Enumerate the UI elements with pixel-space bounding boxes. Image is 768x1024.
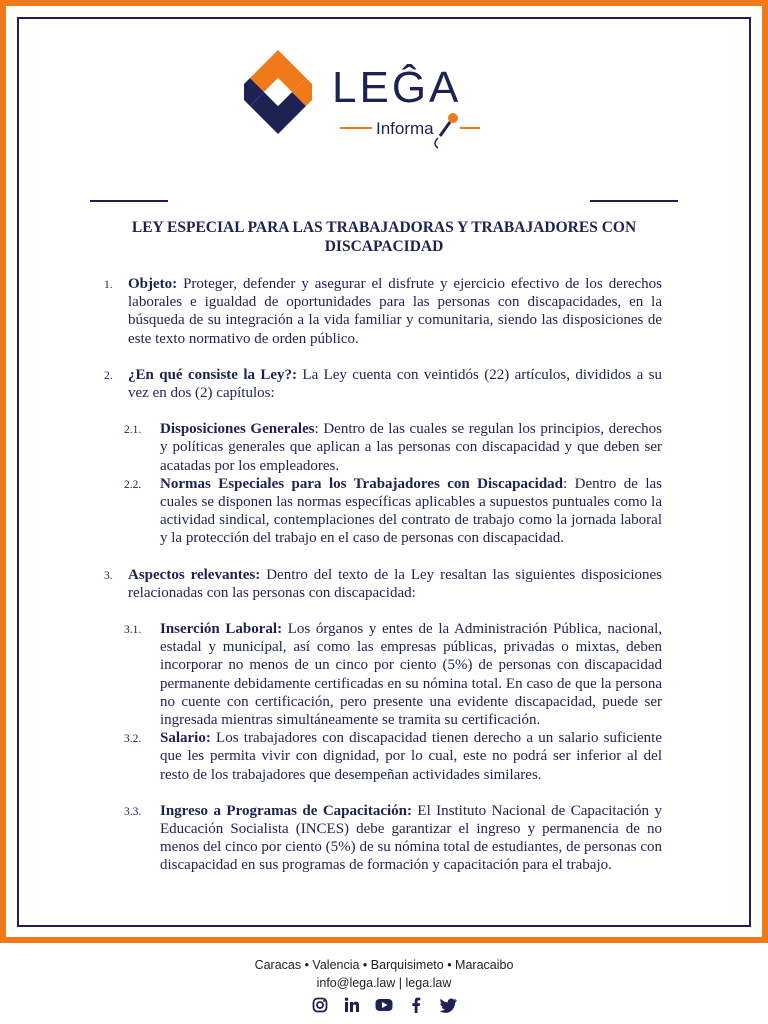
footer-contact[interactable]: info@lega.law | lega.law <box>316 976 452 990</box>
item-text: El Instituto Nacional de Capacitación y Educación Socialista (INCES) debe garantizar el ingreso y permanencia de no menos del cinco por ciento (5%) de su nómina total de estudiantes, de personas con discapacidad en sus programas de formación y capacitación para el trabajo. <box>160 802 662 874</box>
item-text: Dentro del texto de la Ley resaltan las siguientes disposiciones relacionadas con las personas con discapacidad: <box>128 566 663 601</box>
document-body <box>104 275 662 875</box>
facebook-icon[interactable] <box>407 996 425 1014</box>
title-rule-left <box>90 200 168 202</box>
linkedin-icon[interactable] <box>343 996 361 1014</box>
item-number: 2.1. <box>124 424 142 437</box>
instagram-icon[interactable] <box>311 996 329 1014</box>
sub-list-item <box>104 475 662 548</box>
item-number: 3.3. <box>124 805 142 818</box>
sub-list-item <box>104 420 662 475</box>
item-text: Proteger, defender y asegurar el disfrute y ejercicio efectivo de los derechos laborales e igualdad de oportunidades para las personas con discapacidades, en la búsqueda de su integración a la vida familiar y comunitaria, siendo las disposiciones de este texto normativo de orden público. <box>128 276 662 347</box>
social-links <box>0 996 768 1014</box>
item-label: Inserción Laboral: <box>160 621 283 638</box>
twitter-icon[interactable] <box>439 996 457 1014</box>
document-title: LEY ESPECIAL PARA LAS TRABAJADORAS Y TRABAJADORES CON DISCAPACIDAD <box>131 219 637 255</box>
sub-list-item <box>104 802 662 875</box>
brand-name: LEĜA <box>332 63 462 112</box>
item-text: Los trabajadores con discapacidad tienen derecho a un salario suficiente que les permita vivir con dignidad, por lo cual, este no podrá ser inferior al del resto de los trabajadores que desempeñan actividades similares. <box>160 730 662 783</box>
item-number: 2.2. <box>124 478 142 491</box>
footer-cities: Caracas • Valencia • Barquisimeto • Maracaibo <box>254 958 514 972</box>
brand-tagline: Informa <box>376 119 434 138</box>
item-label: Objeto: <box>128 276 178 292</box>
item-number: 1. <box>104 279 113 291</box>
logo-mark-icon <box>244 50 312 134</box>
item-text: : Dentro de las cuales se disponen las normas específicas aplicables a supuestos puntuales como la actividad sindical, contemplaciones del contrato de trabajo como la jornada laboral y la protección del trabajo en el caso de personas con discapacidad. <box>160 475 662 547</box>
item-label: Ingreso a Programas de Capacitación: <box>160 802 412 819</box>
item-label: Aspectos relevantes: <box>128 566 261 583</box>
list-item <box>104 566 662 602</box>
item-text: Los órganos y entes de la Administración Pública, nacional, estadal y municipal, así como las empresas públicas, privadas o mixtas, deben incorporar no menos de un cinco por ciento (5%) de personas con discapacidad permanente debidamente certificadas en su nómina total. En caso de que la persona no cuente con certificación, pero presente una evidente discapacidad, puede ser ingresada mientras simultáneamente se tramita su certificación. <box>160 621 662 729</box>
item-label: ¿En qué consiste la Ley?: <box>128 366 298 383</box>
microphone-icon <box>435 113 458 148</box>
item-number: 3.1. <box>124 624 142 637</box>
item-text: La Ley cuenta con veintidós (22) artículos, divididos a su vez en dos (2) capítulos: <box>128 366 662 402</box>
item-number: 2. <box>104 369 113 382</box>
item-label: Disposiciones Generales <box>160 421 315 438</box>
sub-list-item <box>104 729 662 784</box>
item-label: Normas Especiales para los Trabajadores con Discapacidad <box>160 475 564 492</box>
youtube-icon[interactable] <box>375 996 393 1014</box>
title-rule-right <box>590 200 678 202</box>
item-number: 3.2. <box>124 733 142 746</box>
footer <box>0 956 768 1014</box>
item-number: 3. <box>104 569 113 582</box>
lega-logo <box>244 46 484 150</box>
item-text: : Dentro de las cuales se regulan los principios, derechos y políticas generales que aplican a las personas con discapacidad y que deben ser acatadas por los empleadores. <box>160 421 662 474</box>
list-item <box>104 275 662 348</box>
list-item <box>104 366 662 402</box>
item-label: Salario: <box>160 730 211 747</box>
sub-list-item <box>104 620 662 729</box>
